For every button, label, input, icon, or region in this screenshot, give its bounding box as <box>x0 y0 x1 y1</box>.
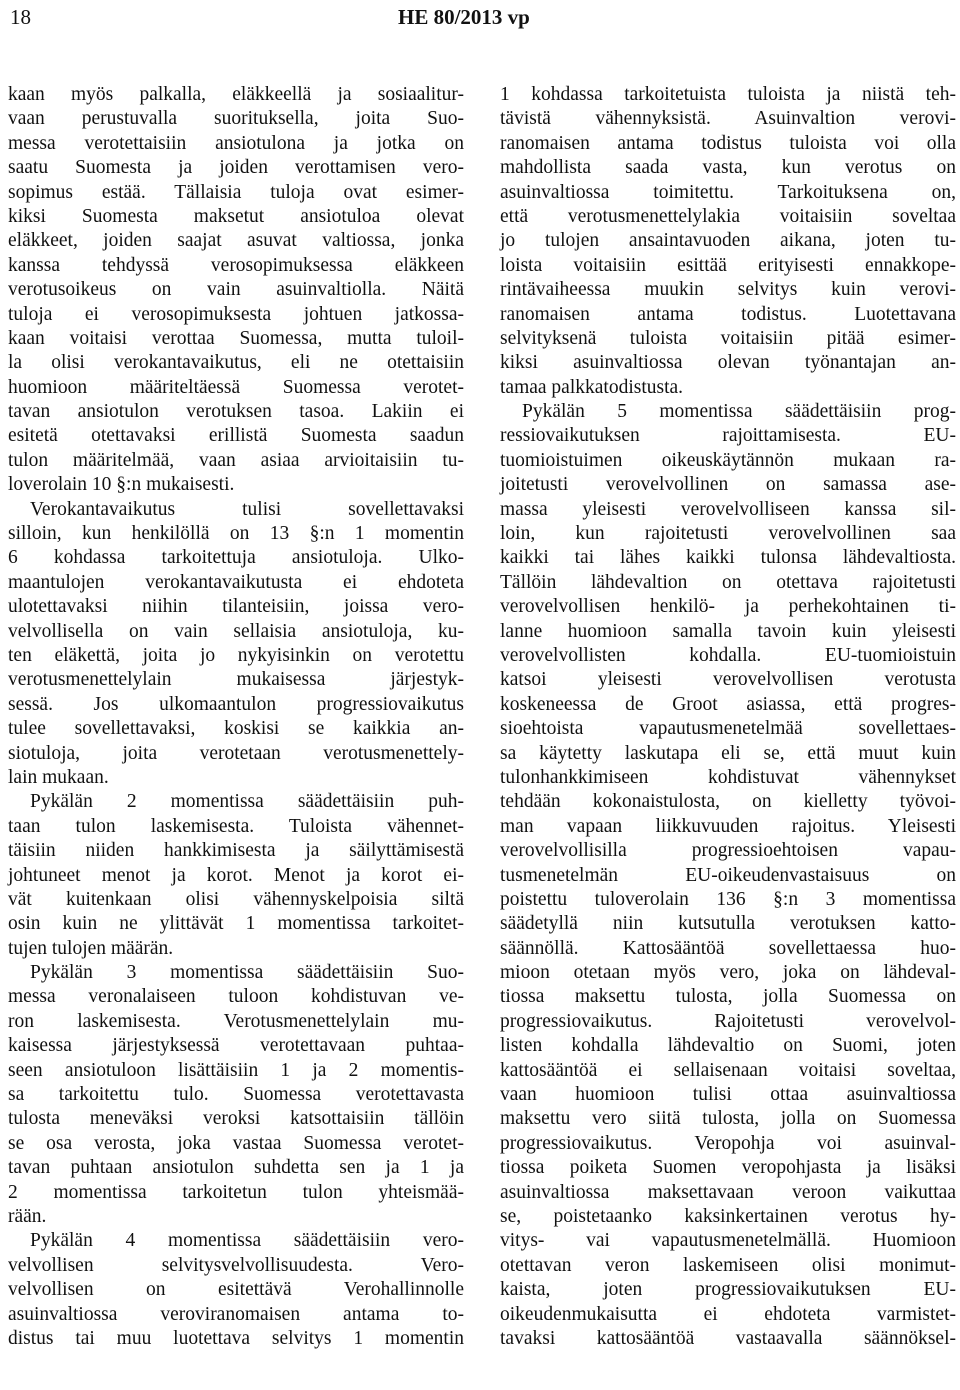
text-line: loin, kun rajoitetusti verovelvollinen saa <box>500 523 956 545</box>
text-line: poistettu tuloverolain 136 §:n 3 momentissa <box>500 888 956 910</box>
text-line: lain mukaan. <box>8 766 109 788</box>
page-number: 18 <box>10 5 31 29</box>
text-line: verotusoikeus on vain asuinvaltiolla. Näitä <box>8 279 464 301</box>
text-line: ron laskemisesta. Verotusmenettelylain mu- <box>8 1010 464 1032</box>
text-line: kiksi Suomesta maksetut ansiotuloa olevat <box>8 205 464 227</box>
document-id: HE 80/2013 vp <box>398 5 530 29</box>
text-line: progressiovaikutus. Rajoitetusti verovelvol- <box>500 1010 956 1032</box>
text-line: tavaksi kattosääntöä vastaavalla säännöksel- <box>500 1327 956 1349</box>
text-line: distus tai muu luotettava selvitys 1 momentin <box>8 1327 464 1349</box>
text-line: Pykälän 3 momentissa säädettäisiin Suo- <box>30 962 464 984</box>
text-line: ranomaisen antama todistus. Luotettavana <box>500 303 956 325</box>
text-line: asuinvaltiossa toimitettu. Tarkoituksena on, <box>500 181 956 203</box>
text-line: verovelvollisten kohdalla. EU-tuomioistuin <box>500 644 956 666</box>
text-line: kaista, joten progressiovaikutuksen EU- <box>500 1279 956 1301</box>
text-line: tulonhankkimiseen kohdistuvat vähennykset <box>500 766 956 788</box>
right-text-column <box>500 83 956 1351</box>
text-line: messa veronalaiseen tuloon kohdistuvan ve- <box>8 986 464 1008</box>
text-line: lanne huomioon samalla tavoin kuin yleisesti <box>500 620 956 642</box>
text-line: messa verotettaisiin ansiotulona ja jotka on <box>8 132 464 154</box>
text-line: mahdollista saada vasta, kun verotus on <box>500 157 956 179</box>
text-line: silloin, kun henkilöllä on 13 §:n 1 momentin <box>8 523 464 545</box>
text-line: tiossa maksettu tulosta, jolla Suomessa on <box>500 986 956 1008</box>
text-line: velvollisen on esitettävä Verohallinnolle <box>8 1279 464 1301</box>
text-line: man vapaan liikkuvuuden rajoitus. Yleisesti <box>500 815 956 837</box>
text-line: sa käytetty laskutapa eli se, että muut kuin <box>500 742 956 764</box>
text-line: tehdään kokonaistulosta, on kielletty työvoi- <box>500 791 956 813</box>
text-line: kanssa tehdyssä verosopimuksessa eläkkeen <box>8 254 464 276</box>
text-line: jo tulojen ansaintavuoden aikana, joten tu- <box>500 230 956 252</box>
text-line: kaisessa järjestyksessä verotettavaan puhtaa- <box>8 1035 464 1057</box>
text-line: loista voitaisiin esittää erityisesti ennakkope- <box>500 254 956 276</box>
text-line: verotusmenettelylain mukaisessa järjestyk- <box>8 669 464 691</box>
text-line: sessä. Jos ulkomaantulon progressiovaikutus <box>8 693 464 715</box>
text-line: kaan myös palkalla, eläkkeellä ja sosiaalitur- <box>8 84 464 105</box>
text-line: tamaa palkkatodistusta. <box>500 376 684 398</box>
text-line: velvollisella on vain sellaisia ansiotuloja, ku- <box>8 620 464 642</box>
text-line: velvollisen selvitysvelvollisuudesta. Vero- <box>8 1254 464 1276</box>
text-line: asuinvaltiossa maksettavaan veroon vaikuttaa <box>500 1181 956 1203</box>
text-line: maksettu vero siitä tulosta, jolla on Suomessa <box>500 1108 956 1130</box>
text-line: vät kuitenkaan olisi vähennyskelpoisia siltä <box>8 888 464 910</box>
text-line: tavan puhtaan ansiotulon suhdetta sen ja 1 ja <box>8 1157 464 1179</box>
text-line: se, poistetaanko kaksinkertainen verotus hy- <box>500 1205 956 1227</box>
text-line: saatu Suomesta ja joiden verottamisen vero- <box>8 157 464 179</box>
text-line: rintävaiheessa muukin selvitys kuin verovi- <box>500 279 956 301</box>
text-line: vaan huomioon tulisi ottaa asuinvaltiossa <box>500 1084 956 1106</box>
text-line: Tällöin lähdevaltion on otettava rajoitetusti <box>500 571 956 593</box>
text-line: eläkkeet, joiden saajat asuvat valtiossa, jonka <box>8 230 464 252</box>
text-line: se osa verosta, joka vastaa Suomessa verotet- <box>8 1132 464 1154</box>
text-line: Pykälän 4 momentissa säädettäisiin vero- <box>30 1230 464 1252</box>
text-line: massa yleisesti verovelvolliseen kanssa sil- <box>500 498 956 520</box>
text-line: tulee sovellettavaksi, koskisi se kaikkia an- <box>8 718 464 740</box>
text-line: katsoi yleisesti verovelvollisen verotusta <box>500 669 956 691</box>
text-line: tuloja ei verosopimuksesta johtuen jatkossa- <box>8 303 464 325</box>
text-line: ranomaisen antama todistus tuloista voi olla <box>500 132 956 154</box>
text-line: mioon otetaan myös vero, joka on lähdeval- <box>500 962 956 984</box>
text-line: kattosääntöä ei sellaisenaan voitaisi soveltaa, <box>500 1059 956 1081</box>
text-line: maantulojen verokantavaikutusta ei ehdoteta <box>8 571 464 593</box>
text-line: asuinvaltiossa veroviranomaisen antama to- <box>8 1303 464 1325</box>
text-line: tavan ansiotulon verotuksen tasoa. Lakiin ei <box>8 401 464 423</box>
text-line: että verotusmenettelylakia voitaisiin soveltaa <box>500 205 956 227</box>
text-line: vitys- vai vapautusmenetelmällä. Huomioon <box>500 1230 956 1252</box>
text-line: seen ansiotuloon lisättäisiin 1 ja 2 momentis- <box>8 1059 464 1081</box>
text-line: tiossa poiketa Suomen veropohjasta ja lisäksi <box>500 1157 956 1179</box>
text-line: tulosta meneväksi veroksi katsottaisiin tällöin <box>8 1108 464 1130</box>
text-line: joitetusti verovelvollinen on samassa ase- <box>500 474 956 496</box>
text-line: progressiovaikutus. Veropohja voi asuinval- <box>500 1132 956 1154</box>
text-line: 6 kohdassa tarkoitettuja ansiotuloja. Ulko- <box>8 547 464 569</box>
text-line: vaan perustuvalla suorituksella, joita Suo- <box>8 108 464 130</box>
text-line: osin kuin ne ylittävät 1 momentissa tarkoitet- <box>8 913 464 935</box>
text-line: loverolain 10 §:n mukaisesti. <box>8 474 235 496</box>
text-line: taan tulon laskemisesta. Tuloista vähennet- <box>8 815 464 837</box>
text-line: tusmenetelmän EU-oikeudenvastaisuus on <box>500 864 956 886</box>
left-text-column <box>8 83 464 1351</box>
text-line: koskeneessa de Groot asiassa, että progres- <box>500 693 956 715</box>
text-line: siotuloja, joita verotetaan verotusmenettely- <box>8 742 464 764</box>
text-line: selvityksenä tuloista voitaisiin pitää esimer- <box>500 327 956 349</box>
text-line: Verokantavaikutus tulisi sovellettavaksi <box>30 498 464 520</box>
text-line: sopimus estää. Tällaisia tuloja ovat esimer- <box>8 181 464 203</box>
text-line: Pykälän 5 momentissa säädettäisiin prog- <box>522 401 956 423</box>
text-line: tulon määritelmää, vaan asiaa arvioitaisiin tu- <box>8 449 464 471</box>
text-line: verovelvollisen henkilö- ja perhekohtainen ti- <box>500 596 956 618</box>
text-line: ten eläkettä, joita jo nykyisinkin on verotettu <box>8 644 464 666</box>
text-line: sa tarkoitettu tulo. Suomessa verotettavasta <box>8 1084 464 1106</box>
text-line: ulotettavaksi niihin tilanteisiin, joissa vero- <box>8 596 464 618</box>
text-line: kiksi asuinvaltiossa olevan työnantajan an- <box>500 352 956 374</box>
text-line: otettavan veron laskemiseen olisi monimut- <box>500 1254 956 1276</box>
text-line: täisiin niiden hankkimisesta ja säilyttämisestä <box>8 840 464 862</box>
text-line: säännöllä. Kattosääntöä sovellettaessa huo- <box>500 937 956 959</box>
text-line: tävistä vähennyksistä. Asuinvaltion verovi- <box>500 108 956 130</box>
text-line: tuomioistuimen oikeuskäytännön mukaan ra- <box>500 449 956 471</box>
text-line: esitetä otettavaksi erillistä Suomesta saadun <box>8 425 464 447</box>
text-line: listen kohdalla lähdevaltio on Suomi, joten <box>500 1035 956 1057</box>
text-line: kaan voitaisi verottaa Suomessa, mutta tuloil- <box>8 327 464 349</box>
text-line: ressiovaikutuksen rajoittamisesta. EU- <box>500 425 956 447</box>
text-line: säädetyllä niin kutsutulla verotuksen katto- <box>500 913 956 935</box>
text-line: 1 kohdassa tarkoitetuista tuloista ja niistä teh- <box>500 84 956 105</box>
text-line: Pykälän 2 momentissa säädettäisiin puh- <box>30 791 464 813</box>
text-line: huomioon määriteltäessä Suomessa verotet- <box>8 376 464 398</box>
text-line: tujen tulojen määrän. <box>8 937 174 959</box>
text-line: johtuneet menot ja korot. Menot ja korot ei- <box>8 864 464 886</box>
text-line: oikeudenmukaisutta ei ehdoteta varmistet- <box>500 1303 956 1325</box>
text-line: 2 momentissa tarkoitetun tulon yhteismää- <box>8 1181 464 1203</box>
text-line: verovelvollisilla progressioehtoisen vapau- <box>500 840 956 862</box>
text-line: kaikki tai lähes kaikki tulonsa lähdevaltiosta. <box>500 547 956 569</box>
page-header <box>0 0 960 40</box>
text-line: sioehtoista vapautusmenetelmää sovellettaes- <box>500 718 956 740</box>
text-line: la olisi verokantavaikutus, eli ne otettaisiin <box>8 352 464 374</box>
text-line: rään. <box>8 1205 47 1227</box>
